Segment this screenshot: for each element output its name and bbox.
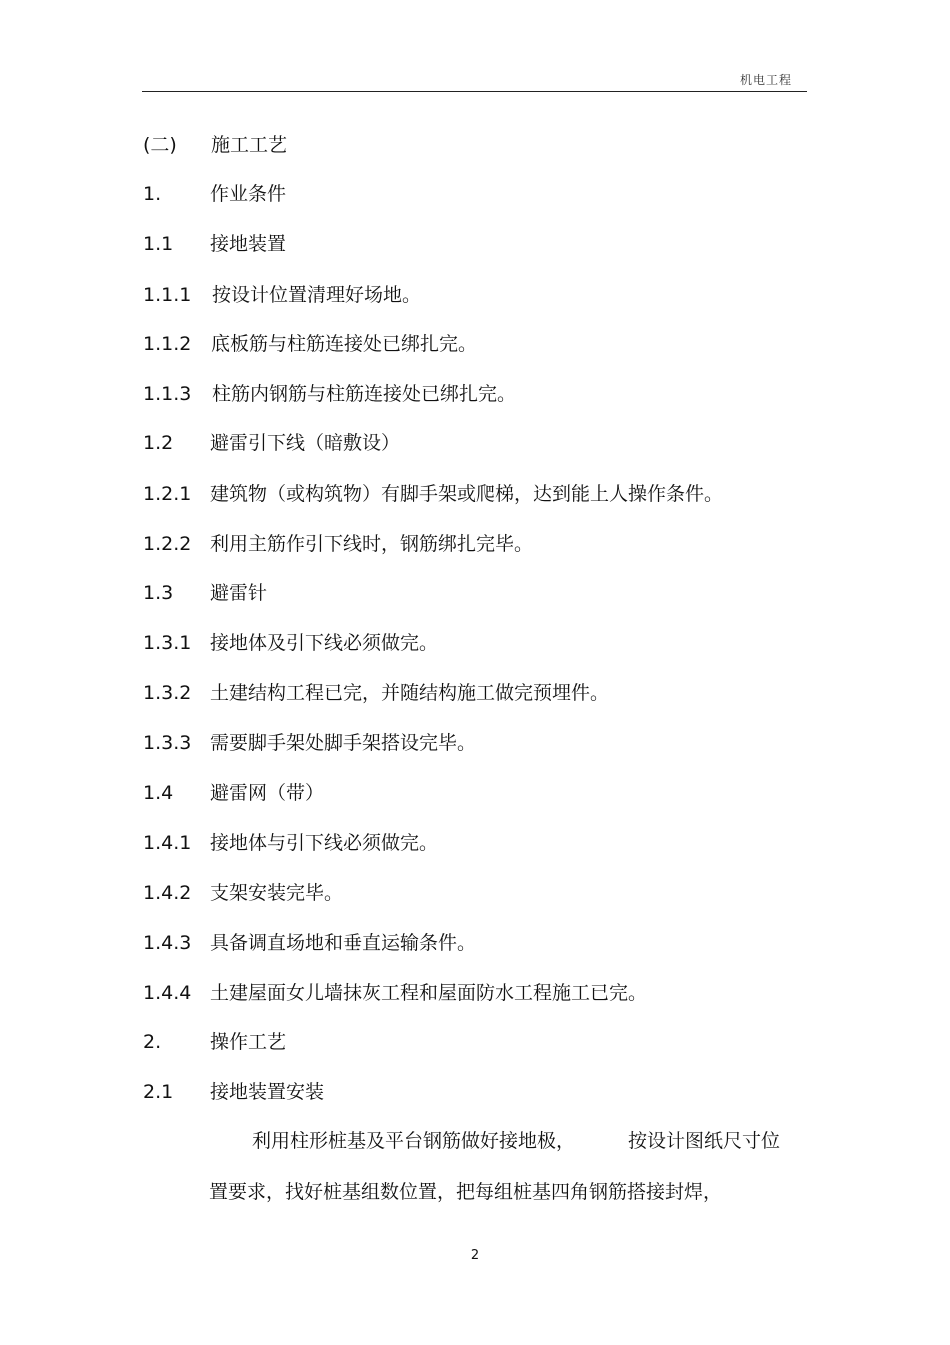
item-number: 1.3 (143, 582, 174, 604)
item-number: 1.3.1 (143, 632, 192, 654)
item-text: 按设计位置清理好场地。 (212, 284, 422, 306)
item-text: 土建屋面女儿墙抹灰工程和屋面防水工程施工已完。 (210, 982, 648, 1004)
item-text: 利用主筋作引下线时，钢筋绑扎完毕。 (210, 533, 534, 555)
item-text: 施工工艺 (211, 134, 288, 156)
item-text: 建筑物（或构筑物）有脚手架或爬梯，达到能上人操作条件。 (210, 483, 724, 505)
item-text: 作业条件 (210, 183, 287, 205)
item-text: 避雷针 (210, 582, 268, 604)
item-number: 1.1 (143, 233, 174, 255)
body-paragraph-line-2: 置要求，找好桩基组数位置，把每组桩基四角钢筋搭接封焊， (209, 1181, 723, 1203)
item-number: 1.4.3 (143, 932, 192, 954)
item-text: 接地体与引下线必须做完。 (210, 832, 439, 854)
item-text: 柱筋内钢筋与柱筋连接处已绑扎完。 (212, 383, 517, 405)
item-number: 1.3.2 (143, 682, 192, 704)
item-text: 底板筋与柱筋连接处已绑扎完。 (211, 333, 478, 355)
item-number: 2.1 (143, 1081, 174, 1103)
item-number: 1. (143, 183, 162, 205)
item-text: 土建结构工程已完，并随结构施工做完预埋件。 (210, 682, 610, 704)
item-text: 支架安装完毕。 (210, 882, 344, 904)
body-paragraph-line-1a: 利用柱形桩基及平台钢筋做好接地极， (252, 1130, 576, 1152)
item-number: 1.2.1 (143, 483, 192, 505)
item-text: 具备调直场地和垂直运输条件。 (210, 932, 477, 954)
running-header-title: 机电工程 (739, 73, 792, 87)
item-number: 2. (143, 1031, 162, 1053)
item-text: 避雷引下线（暗敷设） (210, 432, 401, 454)
item-number: 1.4 (143, 782, 174, 804)
item-text: 避雷网（带） (210, 782, 325, 804)
item-number: 1.4.4 (143, 982, 192, 1004)
item-number: 1.2.2 (143, 533, 192, 555)
item-number: 1.4.2 (143, 882, 192, 904)
item-text: 接地装置安装 (210, 1081, 325, 1103)
item-number: 1.1.2 (143, 333, 192, 355)
item-text: 操作工艺 (210, 1031, 287, 1053)
item-number: (二) (143, 134, 177, 156)
item-text: 接地体及引下线必须做完。 (210, 632, 439, 654)
item-number: 1.3.3 (143, 732, 192, 754)
body-paragraph-line-1b: 按设计图纸尺寸位 (628, 1130, 781, 1152)
item-number: 1.2 (143, 432, 174, 454)
item-text: 接地装置 (210, 233, 287, 255)
item-number: 1.4.1 (143, 832, 192, 854)
page-number: 2 (470, 1248, 480, 1263)
item-number: 1.1.1 (143, 284, 192, 306)
header-rule (142, 91, 807, 92)
item-text: 需要脚手架处脚手架搭设完毕。 (210, 732, 477, 754)
item-number: 1.1.3 (143, 383, 192, 405)
